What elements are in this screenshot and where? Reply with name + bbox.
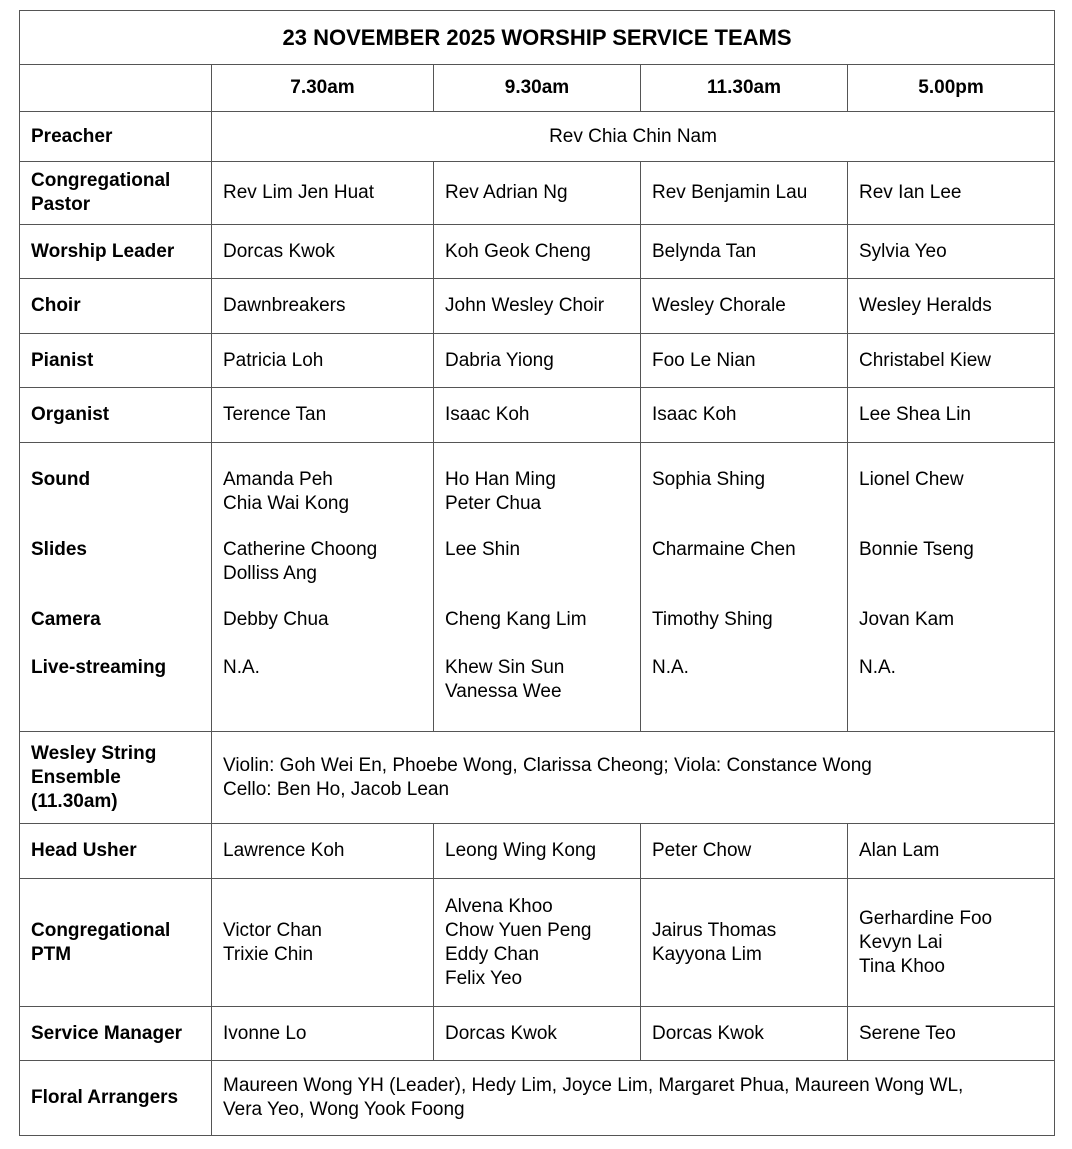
livestream-label: Live-streaming [31, 657, 167, 678]
roster-title: 23 NOVEMBER 2025 WORSHIP SERVICE TEAMS [20, 11, 1055, 65]
head-usher-1130: Peter Chow [641, 824, 848, 879]
worship-roster-table [19, 10, 1055, 1136]
livestream-0730: N.A. [223, 657, 260, 678]
time-header-row [20, 65, 1055, 112]
string-ensemble-row [20, 732, 1055, 824]
service-manager-1130: Dorcas Kwok [641, 1007, 848, 1061]
pianist-0730: Patricia Loh [212, 334, 434, 388]
name: Trixie Chin [223, 943, 314, 965]
tech-1130 [641, 443, 848, 732]
head-usher-label: Head Usher [20, 824, 212, 879]
name: Chia Wai Kong [223, 493, 350, 514]
name: Alvena Khoo [445, 895, 553, 917]
name: Kevyn Lai [859, 931, 943, 953]
sound-label: Sound [31, 469, 91, 490]
slides-1700: Bonnie Tseng [859, 539, 974, 560]
sound-0730 [223, 468, 422, 514]
string-ensemble-members [212, 732, 1055, 824]
pastor-1130: Rev Benjamin Lau [641, 162, 848, 225]
worship-leader-row [20, 225, 1055, 279]
pianist-label: Pianist [20, 334, 212, 388]
organist-0730: Terence Tan [212, 388, 434, 443]
ensemble-line: Cello: Ben Ho, Jacob Lean [223, 778, 450, 800]
preacher-label: Preacher [20, 112, 212, 162]
livestream-1130: N.A. [652, 657, 689, 678]
congregational-ptm-row [20, 879, 1055, 1007]
floral-line: Vera Yeo, Wong Yook Foong [223, 1099, 465, 1120]
name: Khew Sin Sun [445, 657, 565, 678]
name: Ho Han Ming [445, 469, 556, 490]
name: Lee Shin [445, 539, 521, 560]
head-usher-0730: Lawrence Koh [212, 824, 434, 879]
name: Felix Yeo [445, 967, 523, 989]
time-header-1130: 11.30am [641, 65, 848, 112]
name: Peter Chua [445, 493, 542, 514]
sound-0930 [445, 468, 629, 514]
choir-0930: John Wesley Choir [434, 279, 641, 334]
organist-label: Organist [20, 388, 212, 443]
pianist-0930: Dabria Yiong [434, 334, 641, 388]
camera-1700: Jovan Kam [859, 609, 955, 630]
congregational-ptm-label [20, 879, 212, 1007]
label-line: Congregational [31, 919, 171, 941]
pastor-0730: Rev Lim Jen Huat [212, 162, 434, 225]
livestream-1700: N.A. [859, 657, 896, 678]
sound-1700: Lionel Chew [859, 469, 964, 490]
label-line: PTM [31, 943, 72, 965]
worship-leader-1700: Sylvia Yeo [848, 225, 1055, 279]
choir-1700: Wesley Heralds [848, 279, 1055, 334]
name: Kayyona Lim [652, 943, 762, 965]
tech-0930 [434, 443, 641, 732]
worship-leader-0930: Koh Geok Cheng [434, 225, 641, 279]
string-ensemble-label [20, 732, 212, 824]
floral-line: Maureen Wong YH (Leader), Hedy Lim, Joyce Lim, Margaret Phua, Maureen Wong WL, [223, 1075, 964, 1096]
tech-row [20, 443, 1055, 732]
camera-1130: Timothy Shing [652, 609, 773, 630]
label-line: Ensemble [31, 766, 121, 788]
choir-1130: Wesley Chorale [641, 279, 848, 334]
service-manager-label: Service Manager [20, 1007, 212, 1061]
ensemble-line: Violin: Goh Wei En, Phoebe Wong, Clarissa Cheong; Viola: Constance Wong [223, 754, 872, 776]
name: Tina Khoo [859, 955, 945, 977]
floral-arrangers-row [20, 1061, 1055, 1136]
pastor-1700: Rev Ian Lee [848, 162, 1055, 225]
tech-labels [20, 443, 212, 732]
time-header-0930: 9.30am [434, 65, 641, 112]
organist-0930: Isaac Koh [434, 388, 641, 443]
name: Jairus Thomas [652, 919, 777, 941]
slides-1130: Charmaine Chen [652, 539, 796, 560]
label-line: Pastor [31, 194, 91, 215]
livestream-0930 [445, 656, 629, 704]
ptm-1130 [641, 879, 848, 1007]
label-line: Congregational [31, 170, 171, 191]
head-usher-0930: Leong Wing Kong [434, 824, 641, 879]
ptm-1700 [848, 879, 1055, 1007]
pastor-0930: Rev Adrian Ng [434, 162, 641, 225]
preacher-row [20, 112, 1055, 162]
floral-arrangers-members [212, 1061, 1055, 1136]
organist-1700: Lee Shea Lin [848, 388, 1055, 443]
choir-0730: Dawnbreakers [212, 279, 434, 334]
tech-0730 [212, 443, 434, 732]
tech-1700 [848, 443, 1055, 732]
worship-leader-0730: Dorcas Kwok [212, 225, 434, 279]
organist-row [20, 388, 1055, 443]
service-manager-0730: Ivonne Lo [212, 1007, 434, 1061]
time-header-1700: 5.00pm [848, 65, 1055, 112]
head-usher-1700: Alan Lam [848, 824, 1055, 879]
name: Chow Yuen Peng [445, 919, 592, 941]
name: Vanessa Wee [445, 681, 562, 702]
name: Dolliss Ang [223, 563, 317, 584]
preacher-value: Rev Chia Chin Nam [212, 112, 1055, 162]
congregational-pastor-row [20, 162, 1055, 225]
title-row [20, 11, 1055, 65]
worship-leader-1130: Belynda Tan [641, 225, 848, 279]
sound-1130: Sophia Shing [652, 469, 766, 490]
name: Eddy Chan [445, 943, 540, 965]
time-header-0730: 7.30am [212, 65, 434, 112]
name: Catherine Choong [223, 539, 378, 560]
camera-0930: Cheng Kang Lim [445, 609, 587, 630]
pianist-row [20, 334, 1055, 388]
label-line: (11.30am) [31, 790, 118, 812]
choir-row [20, 279, 1055, 334]
name: Gerhardine Foo [859, 907, 993, 929]
service-manager-row [20, 1007, 1055, 1061]
choir-label: Choir [20, 279, 212, 334]
slides-0930 [445, 538, 629, 584]
pianist-1700: Christabel Kiew [848, 334, 1055, 388]
floral-arrangers-label: Floral Arrangers [20, 1061, 212, 1136]
camera-label: Camera [31, 609, 101, 630]
service-manager-0930: Dorcas Kwok [434, 1007, 641, 1061]
name: Victor Chan [223, 919, 322, 941]
camera-0730: Debby Chua [223, 609, 329, 630]
head-usher-row [20, 824, 1055, 879]
empty-header-cell [20, 65, 212, 112]
name: Amanda Peh [223, 469, 333, 490]
slides-label: Slides [31, 539, 87, 560]
congregational-pastor-label [20, 162, 212, 225]
worship-leader-label: Worship Leader [20, 225, 212, 279]
organist-1130: Isaac Koh [641, 388, 848, 443]
slides-0730 [223, 538, 422, 584]
pianist-1130: Foo Le Nian [641, 334, 848, 388]
ptm-0730 [212, 879, 434, 1007]
ptm-0930 [434, 879, 641, 1007]
service-manager-1700: Serene Teo [848, 1007, 1055, 1061]
label-line: Wesley String [31, 742, 157, 764]
